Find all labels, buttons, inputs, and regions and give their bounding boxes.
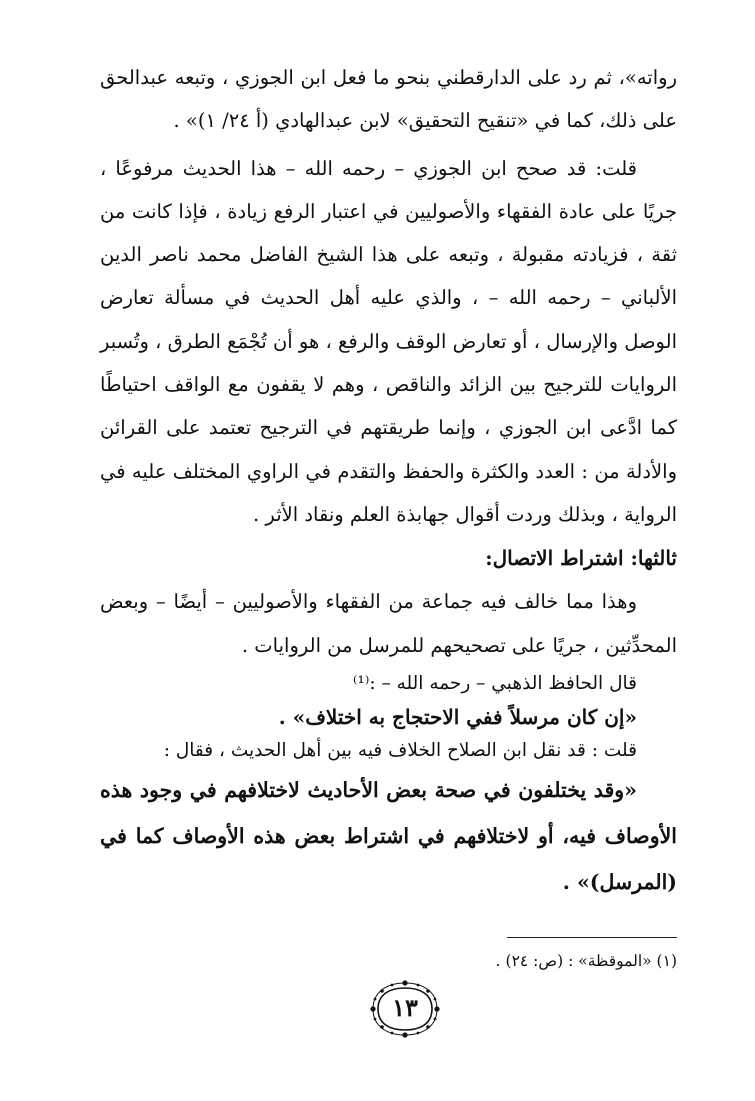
quote-2: «وقد يختلفون في صحة بعض الأحاديث لاختلافهم في وجود هذه الأوصاف فيه، أو لاختلافهم في اشتراط بعض هذه الأوصاف كما في (المرسل)» . <box>100 777 677 894</box>
footnote-separator <box>507 937 677 938</box>
section-heading: ثالثها: اشتراط الاتصال: <box>485 546 677 571</box>
paragraph-2: قلت: قد صحح ابن الجوزي – رحمه الله – هذا الحديث مرفوعًا ، جريًا على عادة الفقهاء والأصوليين في اعتبار الرفع زيادة ، فإذا كانت من ثقة ، فزيادته مقبولة ، وتبعه على هذا الشيخ الفاضل محمد ناصر الدين الألباني – رحمه الله – ، والذي عليه أهل الحديث في مسألة تعارض الوصل والإرسال ، أو تعارض الوقف والرفع ، هو أن تُجْمَع الطرق ، وتُسبر الروايات للترجيح بين الزائد والناقص ، وهم لا يقفون مع الواقف احتياطًا كما ادَّعى ابن الجوزي ، وإنما طريقتهم في الترجيح تعتمد على القرائن والأدلة من : العدد والكثرة والحفظ والتقدم في الراوي المختلف عليه في الرواية ، وبذلك وردت أقوال جهابذة العلم ونقاد الأثر . <box>100 156 677 526</box>
paragraph-4: قال الحافظ الذهبي – رحمه الله – :⁽¹⁾ <box>352 672 637 694</box>
footnote: (١) «الموقظة» : (ص: ٢٤) . <box>495 952 677 970</box>
paragraph-5: قلت : قد نقل ابن الصلاح الخلاف فيه بين أهل الحديث ، فقال : <box>163 739 637 761</box>
paragraph-3: وهذا مما خالف فيه جماعة من الفقهاء والأصوليين – أيضًا – وبعض المحدِّثين ، جريًا على تصحيحهم للمرسل من الروايات . <box>100 590 677 657</box>
quote-1: «إن كان مرسلاً ففي الاحتجاج به اختلاف» . <box>278 704 637 729</box>
page-number-ornament <box>364 980 446 1038</box>
page-body <box>100 56 677 905</box>
paragraph-1: رواته»، ثم رد على الدارقطني بنحو ما فعل ابن الجوزي ، وتبعه عبدالحق على ذلك، كما في «تنقيح التحقيق» لابن عبدالهادي (أ ٢٤/ ١)» . <box>100 66 677 133</box>
page-number: ١٣ <box>392 993 418 1022</box>
